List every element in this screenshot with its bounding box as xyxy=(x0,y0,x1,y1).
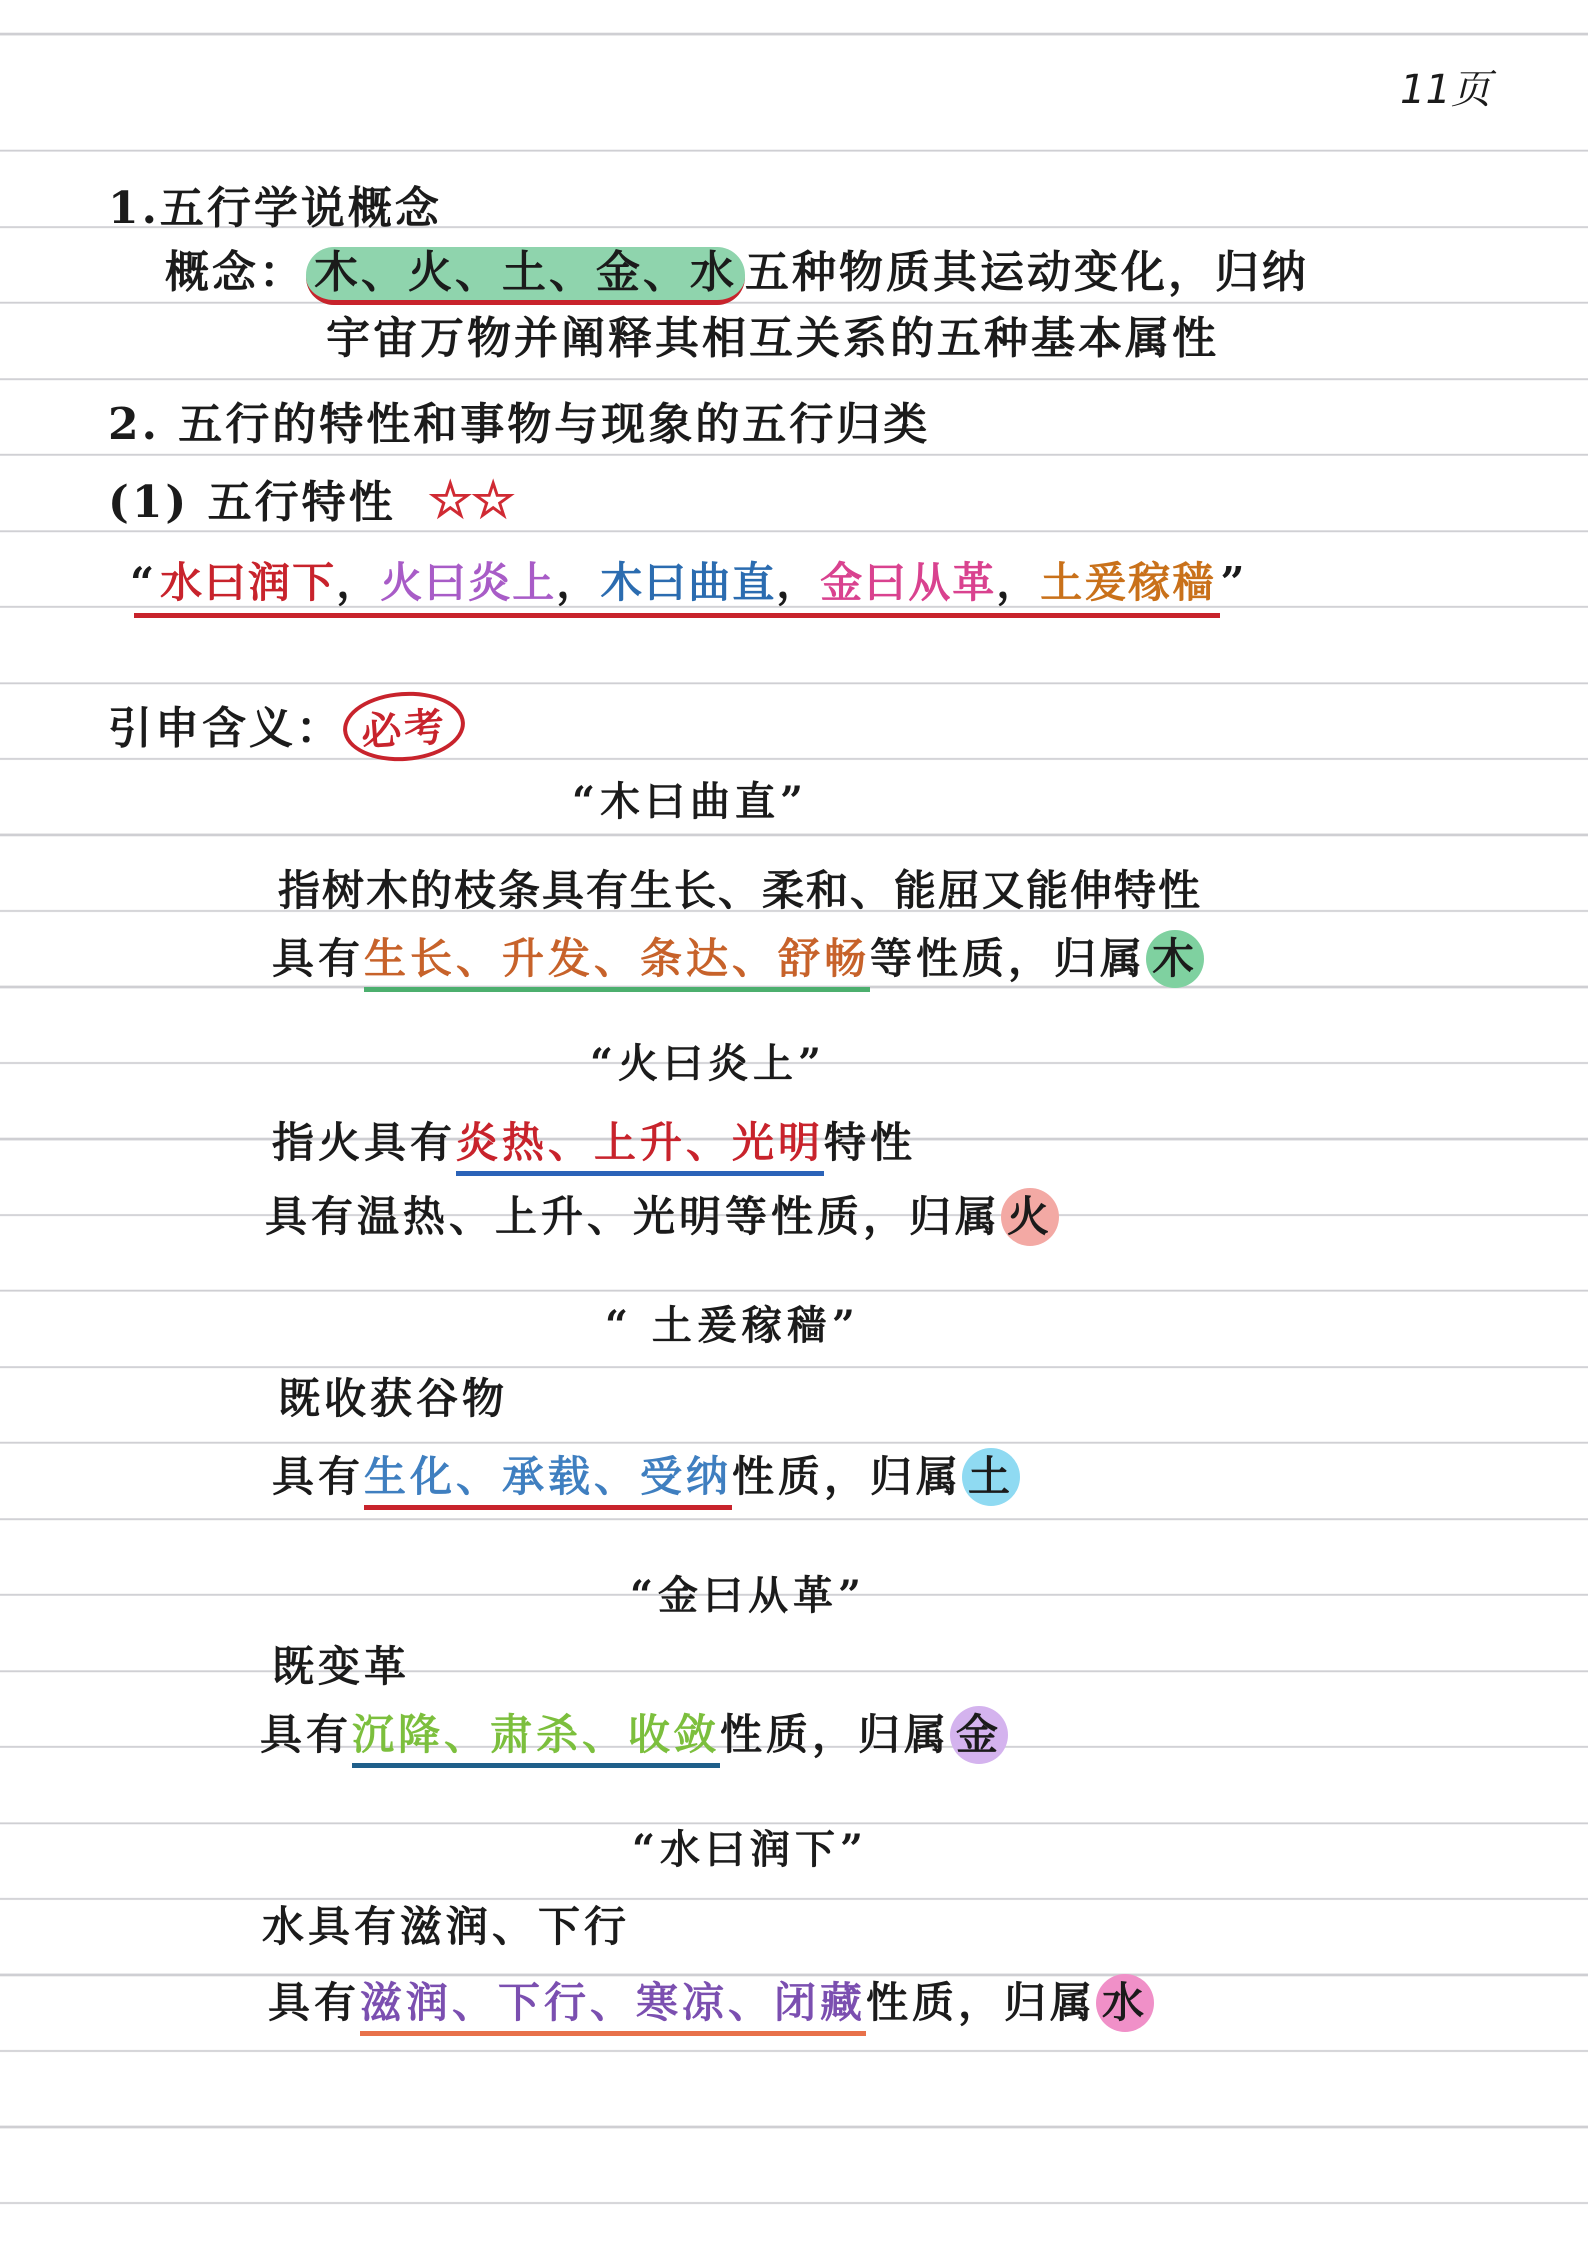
fire-line2 xyxy=(265,1184,1059,1246)
quote-water: 水曰润下 xyxy=(160,558,337,607)
section1-heading: 1.五行学说概念 xyxy=(108,183,442,234)
earth-line2 xyxy=(272,1444,1020,1506)
wood-line1: 指树木的枝条具有生长、柔和、能屈又能伸特性 xyxy=(278,866,1203,915)
quote-earth: 土爰稼穑 xyxy=(1040,558,1217,607)
quote-fire: 火曰炎上 xyxy=(380,558,557,607)
quote-metal: 金曰从革 xyxy=(820,558,997,607)
concept-label: 概念： xyxy=(165,247,306,298)
metal-line1: 既变革 xyxy=(272,1642,411,1691)
concept-rest: 五种物质其运动变化，归纳 xyxy=(745,247,1309,298)
earth-dot: 土 xyxy=(962,1448,1020,1506)
metal-post: 性质，归属 xyxy=(720,1710,951,1759)
water-key: 滋润、下行、寒凉、闭藏 xyxy=(360,1978,866,2036)
metal-dot: 金 xyxy=(950,1706,1008,1764)
earth-pre: 具有 xyxy=(272,1452,365,1501)
water-pre: 具有 xyxy=(268,1978,361,2027)
concept-line2: 宇宙万物并阐释其相互关系的五种基本属性 xyxy=(326,313,1219,364)
quote-sep4: ， xyxy=(996,558,1041,607)
wood-post: 等性质，归属 xyxy=(870,934,1147,983)
sub-heading: (1) 五行特性 xyxy=(108,477,396,528)
quote-close: ” xyxy=(1220,558,1247,607)
wood-line2 xyxy=(272,926,1204,988)
fire-line1-post: 特性 xyxy=(824,1118,917,1167)
fire-line2-text: 具有温热、上升、光明等性质，归属 xyxy=(265,1192,1002,1241)
sub-heading-line xyxy=(108,466,514,530)
metal-title: “金曰从革” xyxy=(630,1572,867,1619)
metal-key: 沉降、肃杀、收敛 xyxy=(352,1710,720,1768)
water-line1: 水具有滋润、下行 xyxy=(262,1902,631,1951)
wood-dot: 木 xyxy=(1146,930,1204,988)
section2-heading: 2. 五行的特性和事物与现象的五行归类 xyxy=(108,399,931,450)
fire-line1 xyxy=(272,1110,916,1170)
quote-sep1: ， xyxy=(336,558,381,607)
fire-line1-pre: 指火具有 xyxy=(272,1118,457,1167)
fire-key: 炎热、上升、光明 xyxy=(456,1118,824,1176)
earth-key: 生化、承载、受纳 xyxy=(364,1452,732,1510)
elements-highlight xyxy=(306,247,745,305)
star-icons: ☆☆ xyxy=(427,470,514,529)
earth-title: “ 土爰稼穑” xyxy=(605,1302,860,1349)
quote-sep2: ， xyxy=(556,558,601,607)
page-number: 11页 xyxy=(1400,67,1491,113)
characteristics-quote xyxy=(130,550,1246,610)
fire-title: “火曰炎上” xyxy=(590,1040,827,1087)
must-test-badge: 必考 xyxy=(341,688,468,765)
quote-open: “ xyxy=(130,558,157,607)
quote-sep3: ， xyxy=(776,558,821,607)
water-post: 性质，归属 xyxy=(866,1978,1097,2027)
metal-pre: 具有 xyxy=(260,1710,353,1759)
quote-underline xyxy=(134,558,1220,618)
fire-dot: 火 xyxy=(1001,1188,1059,1246)
water-title: “水曰润下” xyxy=(632,1826,869,1873)
quote-wood: 木曰曲直 xyxy=(600,558,777,607)
concept-line xyxy=(165,236,1309,300)
wood-title: “木曰曲直” xyxy=(572,778,809,825)
metal-line2 xyxy=(260,1702,1008,1764)
water-dot: 水 xyxy=(1096,1974,1154,2032)
elements-text: 木、火、土、金、水 xyxy=(314,247,737,298)
wood-key: 生长、升发、条达、舒畅 xyxy=(364,934,870,992)
meaning-label: 引申含义： xyxy=(108,703,343,754)
meaning-line xyxy=(108,692,465,761)
earth-line1: 既收获谷物 xyxy=(278,1374,509,1423)
wood-pre: 具有 xyxy=(272,934,365,983)
earth-post: 性质，归属 xyxy=(732,1452,963,1501)
water-line2 xyxy=(268,1970,1154,2032)
